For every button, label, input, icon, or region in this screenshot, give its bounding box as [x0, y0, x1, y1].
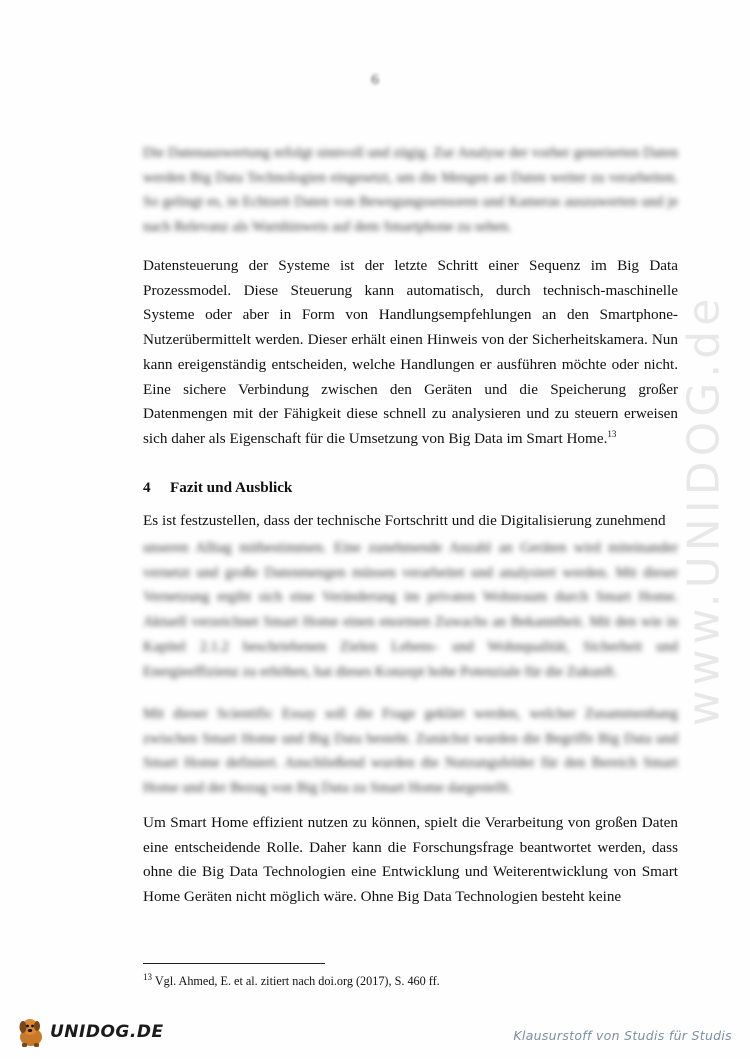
section-number: 4	[143, 479, 151, 496]
footer-tagline: Klausurstoff von Studis für Studis	[513, 1028, 732, 1043]
footnote-ref: 13	[607, 428, 617, 439]
page-number: 6	[371, 72, 379, 88]
section-heading	[143, 478, 292, 498]
unidog-logo[interactable]	[14, 1014, 164, 1050]
paragraph-conclusion: Um Smart Home effizient nutzen zu können, spielt die Verarbeitung von großen Daten eine entscheidende Rolle. Daher kann die Forschungsfrage beantwortet werden, dass ohne die Big Data Technologien eine Entwicklung und Weiterentwicklung von Smart Home Geräten nicht möglich wäre. Ohne Big Data Technologien besteht keine	[143, 814, 678, 906]
footnote-number: 13	[143, 971, 152, 982]
paragraph-blurred-2: unseren Alltag mitbestimmen. Eine zunehmende Anzahl an Geräten wird miteinander vernetzt und große Datenmengen müssen verarbeitet und analysiert werden. Mit dieser Vernetzung ergibt sich eine Veränderung im privaten Wohnraum durch Smart Home. Aktuell verzeichnet Smart Home einen enormen Zuwachs an Bekanntheit. Mit den wie in Kapitel 2.1.2 beschriebenen Zielen Lebens- und Wohnqualität, Sicherheit und Energieeffizienz zu erhöhen, hat dieses Konzept hohe Potenziale für die Zukunft.	[143, 540, 678, 680]
dog-icon	[14, 1015, 48, 1049]
footnote-divider	[143, 963, 325, 964]
watermark	[668, 270, 740, 750]
paragraph-data-control	[143, 254, 678, 452]
section-title: Fazit und Ausblick	[170, 479, 293, 496]
logo-text: UNIDOG.DE	[50, 1022, 164, 1042]
paragraph-data-control-text: Datensteuerung der Systeme ist der letzte Schritt einer Sequenz im Big Data Prozessmodel. Diese Steuerung kann automatisch, durch technisch-maschinelle Systeme oder aber in Form von Handlungsempfehlungen an den Smartphone-Nutzerübermittelt werden. Dieser erhält einen Hinweis von der Sicherheitskamera. Nun kann ereigenständig entscheiden, welche Handlungen er ausführen möchte oder nicht. Eine sichere Verbindung zwischen den Geräten und die Speicherung großer Datenmengen mit der Fähigkeit diese schnell zu analysieren und zu steuern erweisen sich daher als Eigenschaft für die Umsetzung von Big Data im Smart Home.	[143, 257, 678, 447]
paragraph-blurred-1: Die Datenauswertung erfolgt sinnvoll und zügig. Zur Analyse der vorher generierten Daten werden Big Data Technologien eingesetzt, um die Mengen an Daten weiter zu verarbeiten. So gelingt es, in Echtzeit Daten von Bewegungssensoren und Kameras auszuwerten und je nach Relevanz als Warnhinweis auf dem Smartphone zu sehen.	[143, 145, 678, 236]
watermark-text: www.UNIDOG.de	[678, 293, 730, 727]
paragraph-blurred-3: Mit dieser Scientific Essay soll die Frage geklärt werden, welcher Zusammenhang zwischen Smart Home und Big Data besteht. Zunächst wurden die Begriffe Big Data und Smart Home definiert. Anschließend wurden die Nutzungsfelder für den Bereich Smart Home und der Bezug von Big Data zu Smart Home dargestellt.	[143, 706, 678, 797]
footnote	[143, 973, 440, 989]
footnote-text: Vgl. Ahmed, E. et al. zitiert nach doi.org (2017), S. 460 ff.	[154, 974, 440, 988]
paragraph-conclusion-first-line: Es ist festzustellen, dass der technische Fortschritt und die Digitalisierung zunehmend	[143, 512, 666, 529]
